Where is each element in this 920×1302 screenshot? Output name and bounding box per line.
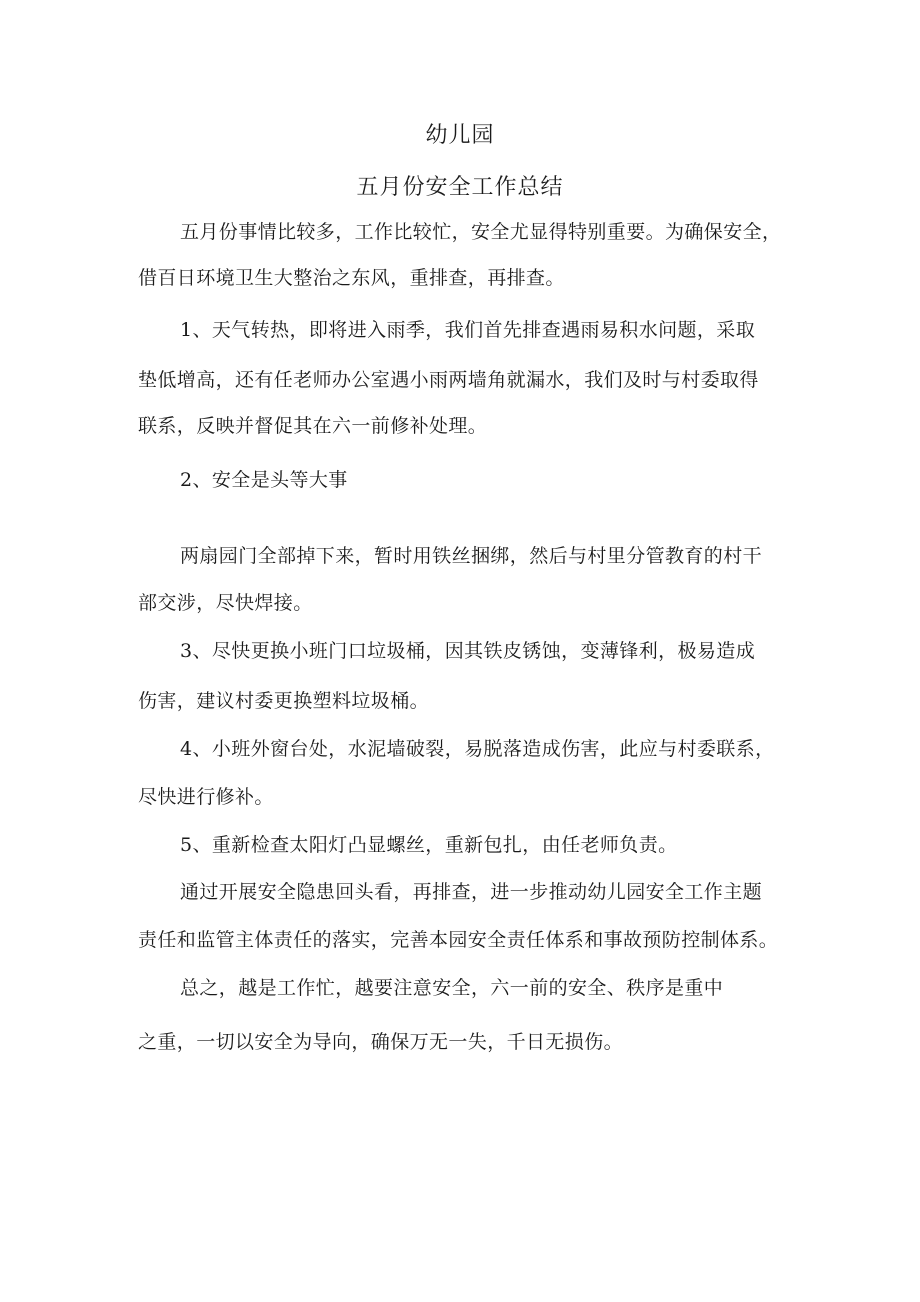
paragraph-line: 5、重新检查太阳灯凸显螺丝，重新包扎，由任老师负责。 bbox=[180, 834, 678, 856]
paragraph-line: 总之，越是工作忙，越要注意安全，六一前的安全、秩序是重中 bbox=[180, 977, 724, 999]
document-subtitle: 五月份安全工作总结 bbox=[356, 175, 564, 200]
paragraph-line: 责任和监管主体责任的落实，完善本园安全责任体系和事故预防控制体系。 bbox=[138, 929, 779, 951]
paragraph-line: 4、小班外窗台处，水泥墙破裂，易脱落造成伤害，此应与村委联系， bbox=[180, 738, 775, 760]
paragraph-line: 两扇园门全部掉下来，暂时用铁丝捆绑，然后与村里分管教育的村干 bbox=[180, 545, 763, 567]
paragraph-line: 联系，反映并督促其在六一前修补处理。 bbox=[138, 415, 488, 437]
paragraph-line: 伤害，建议村委更换塑料垃圾桶。 bbox=[138, 690, 430, 712]
paragraph-line: 2、安全是头等大事 bbox=[180, 469, 348, 491]
paragraph-line: 部交涉，尽快焊接。 bbox=[138, 592, 313, 614]
paragraph-line: 3、尽快更换小班门口垃圾桶，因其铁皮锈蚀，变薄锋利，极易造成 bbox=[180, 640, 756, 662]
paragraph-line: 1、天气转热，即将进入雨季，我们首先排查遇雨易积水问题，采取 bbox=[180, 319, 756, 341]
paragraph-line: 垫低增高，还有任老师办公室遇小雨两墙角就漏水，我们及时与村委取得 bbox=[138, 369, 759, 391]
paragraph-line: 之重，一切以安全为导向，确保万无一失，千日无损伤。 bbox=[138, 1031, 624, 1053]
paragraph-line: 通过开展安全隐患回头看，再排查，进一步推动幼儿园安全工作主题 bbox=[180, 881, 763, 903]
paragraph-line: 五月份事情比较多，工作比较忙，安全尤显得特别重要。为确保安全， bbox=[180, 221, 782, 243]
paragraph-line: 尽快进行修补。 bbox=[138, 786, 274, 808]
paragraph-line: 借百日环境卫生大整治之东风，重排查，再排查。 bbox=[138, 267, 565, 289]
document-title: 幼儿园 bbox=[425, 123, 495, 148]
